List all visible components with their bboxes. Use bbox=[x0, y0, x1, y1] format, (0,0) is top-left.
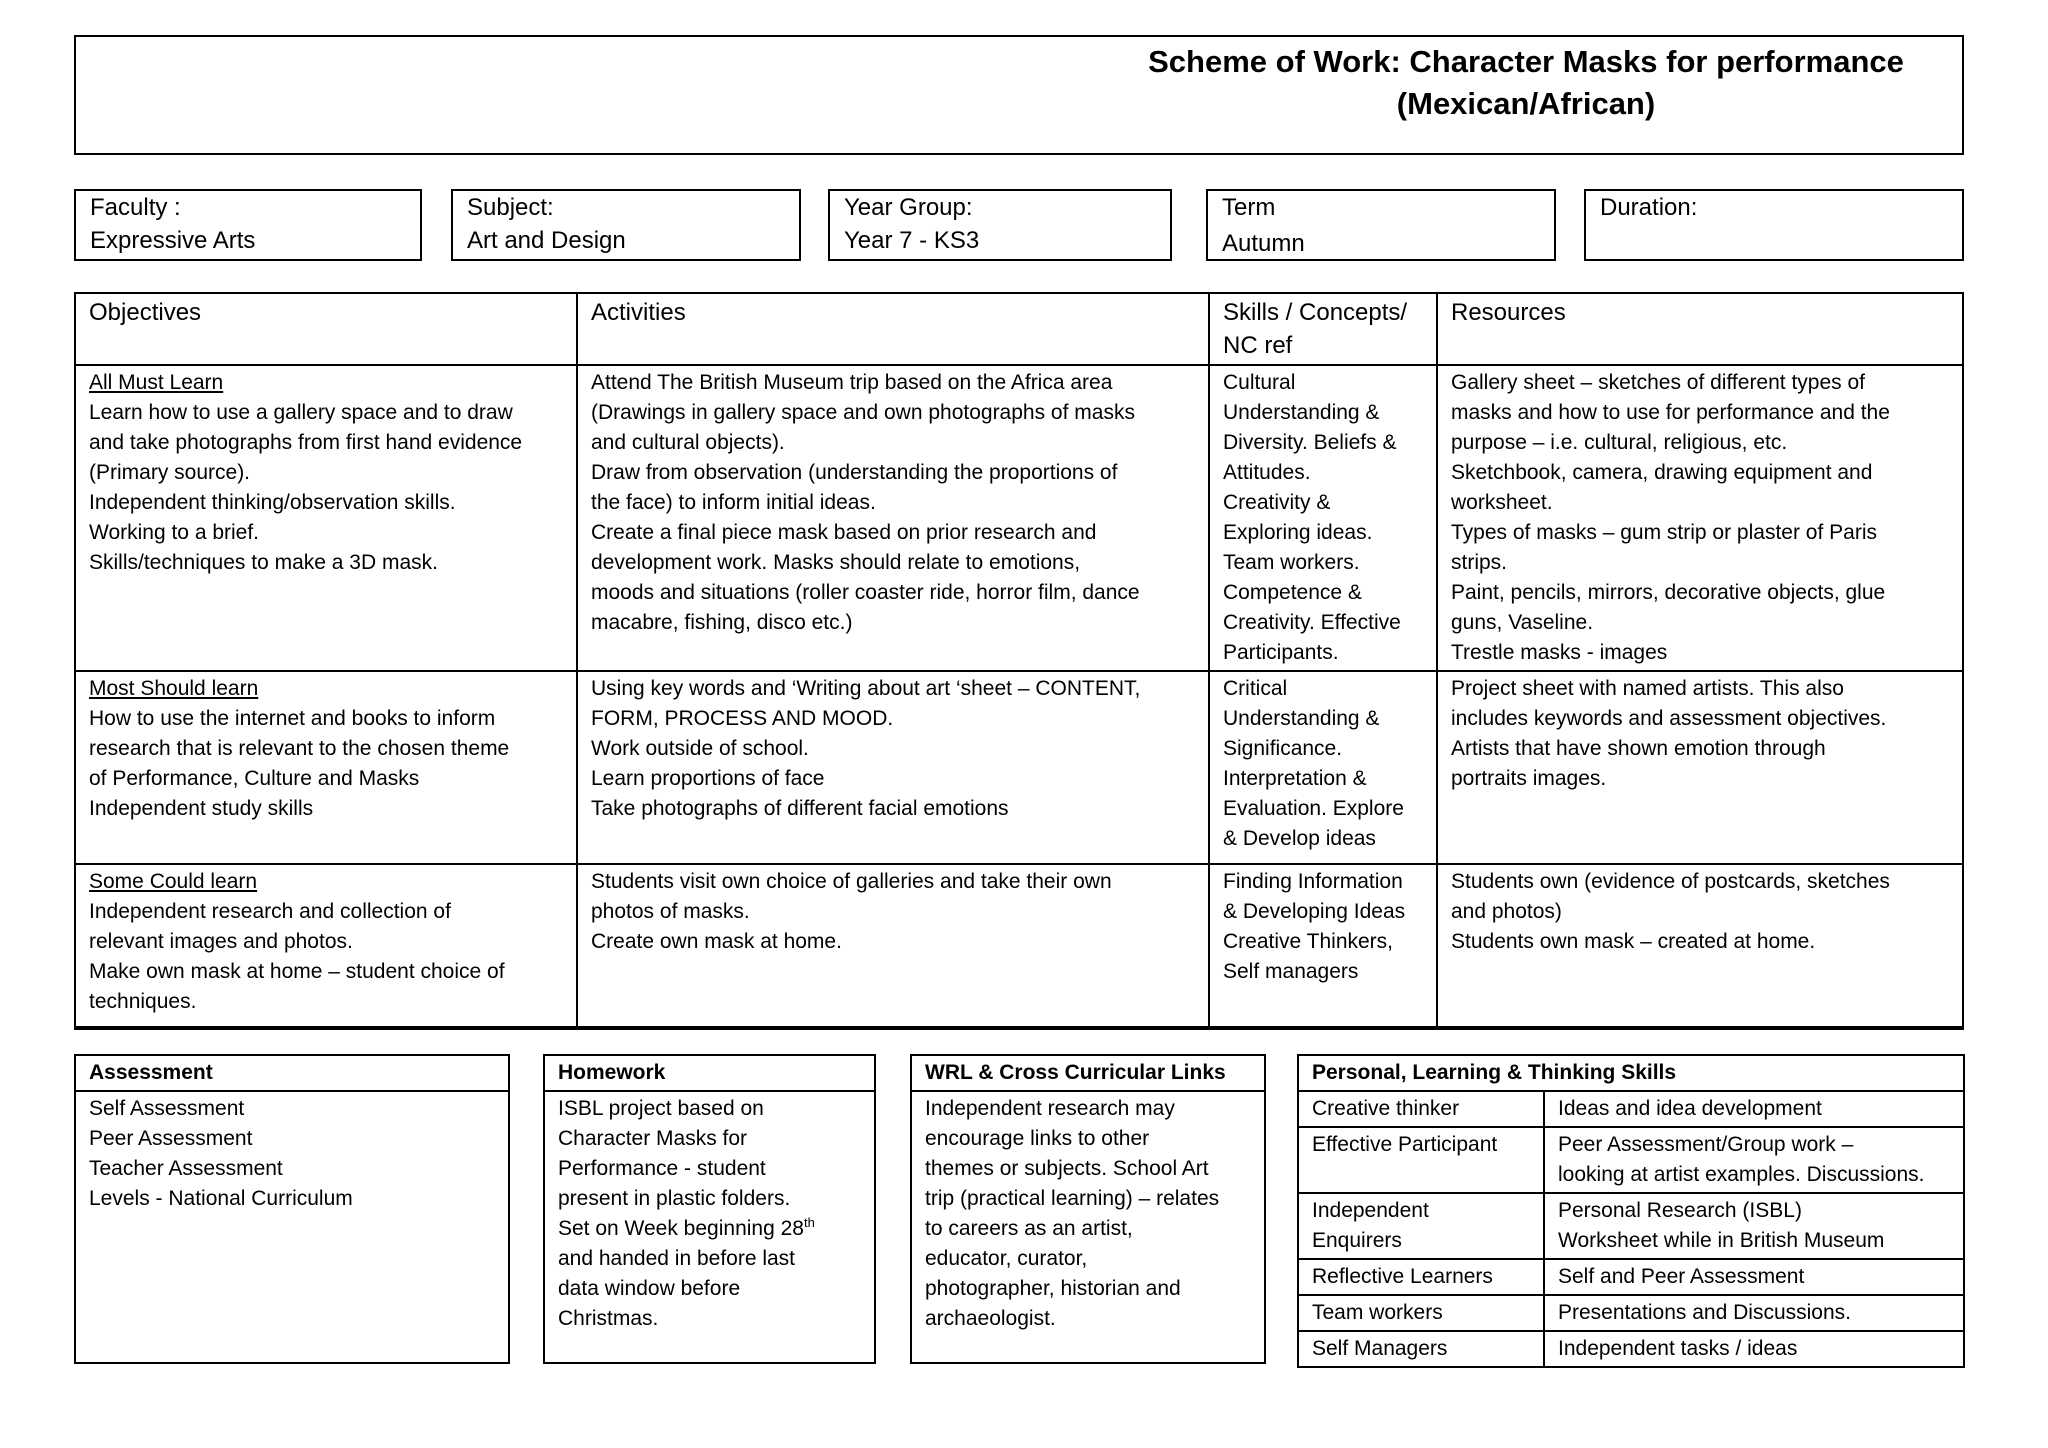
plts-detail bbox=[1544, 1295, 1964, 1331]
objectives-line: research that is relevant to the chosen theme bbox=[89, 737, 510, 760]
skills-line: Participants. bbox=[1223, 641, 1339, 664]
plts-detail bbox=[1544, 1259, 1964, 1295]
resources-line: Project sheet with named artists. This also bbox=[1451, 677, 1844, 700]
homework-line: Character Masks for bbox=[558, 1127, 748, 1150]
resources-line: masks and how to use for performance and the bbox=[1451, 401, 1890, 424]
info-duration-label: Duration: bbox=[1600, 194, 1698, 221]
homework-body bbox=[544, 1091, 875, 1363]
skills-line: & Developing Ideas bbox=[1223, 900, 1406, 923]
plts-detail-text: Independent tasks / ideas bbox=[1558, 1337, 1798, 1360]
activities-line: and cultural objects). bbox=[591, 431, 785, 454]
resources-line: purpose – i.e. cultural, religious, etc. bbox=[1451, 431, 1788, 454]
table-row bbox=[75, 671, 1963, 864]
header-objectives: Objectives bbox=[75, 293, 577, 365]
title-line-2: (Mexican/African) bbox=[1396, 86, 1656, 121]
table-row bbox=[1298, 1127, 1964, 1193]
skills-line: Diversity. Beliefs & bbox=[1223, 431, 1397, 454]
resources-line: Paint, pencils, mirrors, decorative objects, glue bbox=[1451, 581, 1886, 604]
skills-line: Understanding & bbox=[1223, 401, 1380, 424]
objectives-line: How to use the internet and books to inform bbox=[89, 707, 496, 730]
skills-line: & Develop ideas bbox=[1223, 827, 1376, 850]
resources-cell bbox=[1437, 671, 1963, 864]
plts-detail-text: Self and Peer Assessment bbox=[1558, 1265, 1805, 1288]
homework-line-date-text: Set on Week beginning 28 bbox=[558, 1217, 804, 1240]
plts-detail-text: Ideas and idea development bbox=[1558, 1097, 1822, 1120]
resources-cell bbox=[1437, 365, 1963, 671]
resources-line: Sketchbook, camera, drawing equipment and bbox=[1451, 461, 1873, 484]
resources-line: includes keywords and assessment objectives. bbox=[1451, 707, 1887, 730]
table-row bbox=[75, 365, 1963, 671]
objectives-line: Independent study skills bbox=[89, 797, 314, 820]
wrl-table bbox=[910, 1054, 1266, 1364]
wrl-body bbox=[911, 1091, 1265, 1363]
activities-line: Learn proportions of face bbox=[591, 767, 825, 790]
skills-line: Exploring ideas. bbox=[1223, 521, 1373, 544]
wrl-line: themes or subjects. School Art bbox=[925, 1157, 1209, 1180]
header-skills-line-2: NC ref bbox=[1223, 332, 1293, 359]
skills-line: Significance. bbox=[1223, 737, 1343, 760]
skills-line: Evaluation. Explore bbox=[1223, 797, 1404, 820]
resources-line: worksheet. bbox=[1451, 491, 1553, 514]
list-item: Levels - National Curriculum bbox=[89, 1187, 353, 1210]
homework-line: Christmas. bbox=[558, 1307, 659, 1330]
activities-cell bbox=[577, 365, 1209, 671]
activities-line: Attend The British Museum trip based on the Africa area bbox=[591, 371, 1113, 394]
wrl-line: Independent research may bbox=[925, 1097, 1175, 1120]
activities-line: the face) to inform initial ideas. bbox=[591, 491, 876, 514]
header-skills bbox=[1209, 293, 1437, 365]
homework-date-suffix: th bbox=[803, 1215, 815, 1230]
plts-detail-text: looking at artist examples. Discussions. bbox=[1558, 1163, 1925, 1186]
homework-line: present in plastic folders. bbox=[558, 1187, 791, 1210]
plts-detail-text: Worksheet while in British Museum bbox=[1558, 1229, 1885, 1252]
row-title: Most Should learn bbox=[89, 677, 259, 700]
info-duration bbox=[1584, 189, 1964, 261]
document-title bbox=[1076, 41, 1976, 125]
wrl-line: trip (practical learning) – relates bbox=[925, 1187, 1220, 1210]
activities-line: (Drawings in gallery space and own photographs of masks bbox=[591, 401, 1135, 424]
resources-line: Students own (evidence of postcards, sketches bbox=[1451, 870, 1890, 893]
skills-line: Team workers. bbox=[1223, 551, 1360, 574]
header-activities: Activities bbox=[577, 293, 1209, 365]
resources-line: strips. bbox=[1451, 551, 1508, 574]
scheme-table bbox=[74, 292, 1964, 1030]
activities-line: Work outside of school. bbox=[591, 737, 809, 760]
row-title: All Must Learn bbox=[89, 371, 224, 394]
plts-detail-text: Personal Research (ISBL) bbox=[1558, 1199, 1802, 1222]
objectives-line: of Performance, Culture and Masks bbox=[89, 767, 420, 790]
activities-line: Draw from observation (understanding the proportions of bbox=[591, 461, 1118, 484]
info-subject-value: Art and Design bbox=[467, 227, 626, 254]
skills-cell bbox=[1209, 365, 1437, 671]
activities-line: development work. Masks should relate to emotions, bbox=[591, 551, 1081, 574]
info-term-label: Term bbox=[1222, 194, 1276, 221]
skills-line: Attitudes. bbox=[1223, 461, 1311, 484]
scheme-header-row bbox=[75, 293, 1963, 365]
assessment-heading: Assessment bbox=[75, 1055, 509, 1091]
skills-line: Understanding & bbox=[1223, 707, 1380, 730]
info-term-value: Autumn bbox=[1222, 230, 1305, 257]
info-faculty-value: Expressive Arts bbox=[90, 227, 256, 254]
list-item: Peer Assessment bbox=[89, 1127, 253, 1150]
skills-line: Critical bbox=[1223, 677, 1288, 700]
objectives-cell bbox=[75, 671, 577, 864]
activities-line: macabre, fishing, disco etc.) bbox=[591, 611, 853, 634]
info-faculty bbox=[74, 189, 422, 261]
homework-line: ISBL project based on bbox=[558, 1097, 764, 1120]
resources-line: guns, Vaseline. bbox=[1451, 611, 1594, 634]
header-skills-line-1: Skills / Concepts/ bbox=[1223, 299, 1408, 326]
table-row bbox=[1298, 1259, 1964, 1295]
resources-line: portraits images. bbox=[1451, 767, 1607, 790]
plts-skill bbox=[1298, 1127, 1544, 1193]
activities-line: Take photographs of different facial emotions bbox=[591, 797, 1009, 820]
objectives-line: Learn how to use a gallery space and to draw bbox=[89, 401, 513, 424]
objectives-line: Make own mask at home – student choice of bbox=[89, 960, 505, 983]
wrl-line: encourage links to other bbox=[925, 1127, 1150, 1150]
plts-skill-text: Effective Participant bbox=[1312, 1133, 1498, 1156]
activities-line: Using key words and ‘Writing about art ‘sheet – CONTENT, bbox=[591, 677, 1141, 700]
plts-detail-text: Peer Assessment/Group work – bbox=[1558, 1133, 1854, 1156]
homework-line: and handed in before last bbox=[558, 1247, 796, 1270]
table-row bbox=[1298, 1331, 1964, 1367]
skills-line: Creativity. Effective bbox=[1223, 611, 1401, 634]
homework-table bbox=[543, 1054, 876, 1364]
row-title: Some Could learn bbox=[89, 870, 258, 893]
skills-line: Self managers bbox=[1223, 960, 1359, 983]
wrl-line: educator, curator, bbox=[925, 1247, 1088, 1270]
plts-heading: Personal, Learning & Thinking Skills bbox=[1298, 1055, 1964, 1091]
objectives-line: Independent research and collection of bbox=[89, 900, 451, 923]
plts-skill-text: Reflective Learners bbox=[1312, 1265, 1493, 1288]
plts-skill bbox=[1298, 1091, 1544, 1127]
objectives-cell bbox=[75, 365, 577, 671]
info-term bbox=[1206, 189, 1556, 261]
objectives-line: Independent thinking/observation skills. bbox=[89, 491, 456, 514]
skills-cell bbox=[1209, 864, 1437, 1028]
homework-line: Performance - student bbox=[558, 1157, 766, 1180]
plts-skill-text: Enquirers bbox=[1312, 1229, 1402, 1252]
skills-line: Creative Thinkers, bbox=[1223, 930, 1394, 953]
activities-line: Create own mask at home. bbox=[591, 930, 842, 953]
plts-detail bbox=[1544, 1193, 1964, 1259]
homework-heading: Homework bbox=[544, 1055, 875, 1091]
objectives-line: relevant images and photos. bbox=[89, 930, 353, 953]
activities-line: FORM, PROCESS AND MOOD. bbox=[591, 707, 894, 730]
table-row bbox=[1298, 1091, 1964, 1127]
title-box bbox=[74, 35, 1964, 155]
plts-detail bbox=[1544, 1127, 1964, 1193]
header-resources: Resources bbox=[1437, 293, 1963, 365]
info-year-group-value: Year 7 - KS3 bbox=[844, 227, 980, 254]
objectives-line: techniques. bbox=[89, 990, 197, 1013]
title-line-1: Scheme of Work: Character Masks for performance bbox=[1148, 44, 1904, 79]
homework-line: data window before bbox=[558, 1277, 741, 1300]
plts-table bbox=[1297, 1054, 1965, 1368]
list-item: Self Assessment bbox=[89, 1097, 245, 1120]
objectives-line: (Primary source). bbox=[89, 461, 251, 484]
plts-detail bbox=[1544, 1331, 1964, 1367]
list-item: Teacher Assessment bbox=[89, 1157, 283, 1180]
skills-line: Creativity & bbox=[1223, 491, 1331, 514]
skills-line: Interpretation & bbox=[1223, 767, 1367, 790]
skills-line: Cultural bbox=[1223, 371, 1296, 394]
plts-skill bbox=[1298, 1193, 1544, 1259]
assessment-table bbox=[74, 1054, 510, 1364]
plts-skill-text: Self Managers bbox=[1312, 1337, 1448, 1360]
resources-line: Gallery sheet – sketches of different types of bbox=[1451, 371, 1866, 394]
info-faculty-label: Faculty : bbox=[90, 194, 181, 221]
resources-line: Types of masks – gum strip or plaster of Paris bbox=[1451, 521, 1877, 544]
resources-line: Artists that have shown emotion through bbox=[1451, 737, 1826, 760]
resources-line: Students own mask – created at home. bbox=[1451, 930, 1816, 953]
objectives-line: and take photographs from first hand evidence bbox=[89, 431, 523, 454]
skills-line: Competence & bbox=[1223, 581, 1362, 604]
plts-detail-text: Presentations and Discussions. bbox=[1558, 1301, 1851, 1324]
table-row bbox=[1298, 1193, 1964, 1259]
plts-skill-text: Independent bbox=[1312, 1199, 1429, 1222]
activities-line: moods and situations (roller coaster ride, horror film, dance bbox=[591, 581, 1140, 604]
activities-line: Students visit own choice of galleries and take their own bbox=[591, 870, 1112, 893]
resources-line: Trestle masks - images bbox=[1451, 641, 1668, 664]
plts-skill bbox=[1298, 1331, 1544, 1367]
activities-cell bbox=[577, 864, 1209, 1028]
objectives-line: Skills/techniques to make a 3D mask. bbox=[89, 551, 438, 574]
objectives-cell bbox=[75, 864, 577, 1028]
skills-cell bbox=[1209, 671, 1437, 864]
activities-cell bbox=[577, 671, 1209, 864]
resources-line: and photos) bbox=[1451, 900, 1562, 923]
objectives-line: Working to a brief. bbox=[89, 521, 260, 544]
wrl-line: photographer, historian and bbox=[925, 1277, 1181, 1300]
wrl-line: archaeologist. bbox=[925, 1307, 1056, 1330]
plts-skill bbox=[1298, 1295, 1544, 1331]
skills-line: Finding Information bbox=[1223, 870, 1403, 893]
info-subject-label: Subject: bbox=[467, 194, 554, 221]
homework-line-date bbox=[558, 1214, 861, 1244]
assessment-list bbox=[75, 1091, 509, 1363]
info-year-group bbox=[828, 189, 1172, 261]
info-year-group-label: Year Group: bbox=[844, 194, 973, 221]
wrl-line: to careers as an artist, bbox=[925, 1217, 1133, 1240]
plts-detail bbox=[1544, 1091, 1964, 1127]
plts-skill bbox=[1298, 1259, 1544, 1295]
wrl-heading: WRL & Cross Curricular Links bbox=[911, 1055, 1265, 1091]
table-row bbox=[1298, 1295, 1964, 1331]
activities-line: photos of masks. bbox=[591, 900, 750, 923]
plts-skill-text: Team workers bbox=[1312, 1301, 1443, 1324]
info-subject bbox=[451, 189, 801, 261]
resources-cell bbox=[1437, 864, 1963, 1028]
table-row bbox=[75, 864, 1963, 1028]
plts-skill-text: Creative thinker bbox=[1312, 1097, 1460, 1120]
activities-line: Create a final piece mask based on prior research and bbox=[591, 521, 1097, 544]
